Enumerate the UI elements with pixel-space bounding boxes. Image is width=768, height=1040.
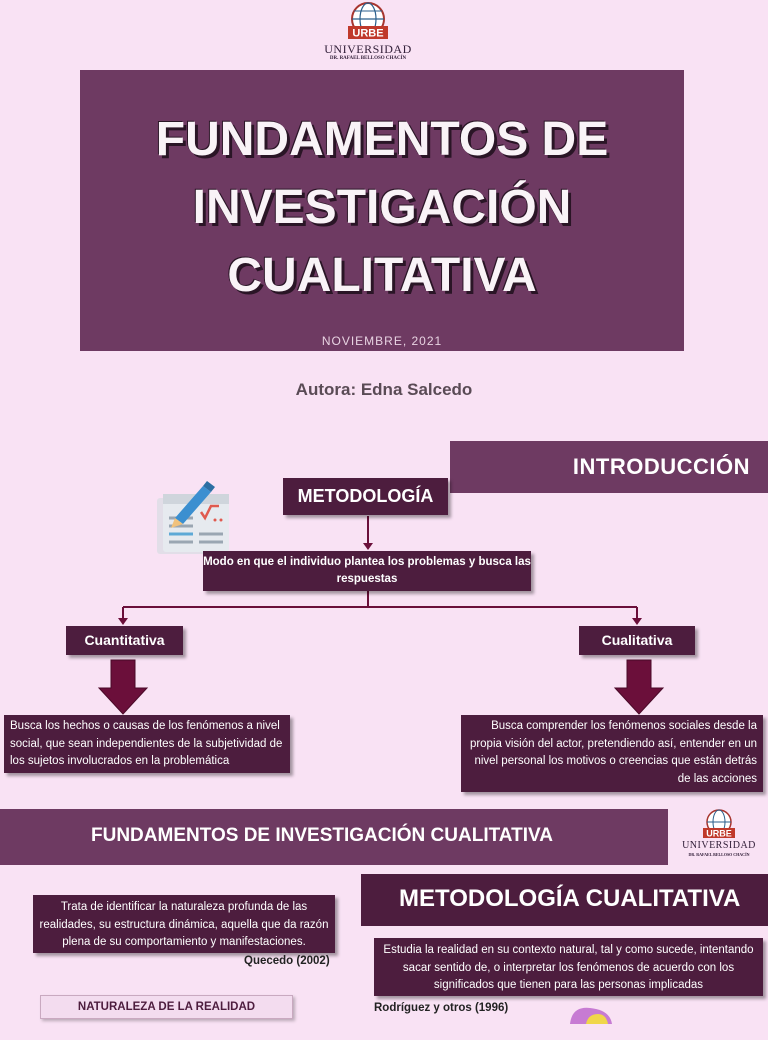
university-logo-small — [678, 808, 760, 860]
decorative-shape — [540, 1000, 630, 1040]
down-arrow-icon — [615, 660, 663, 714]
title-line-1: FUNDAMENTOS DE — [155, 113, 609, 166]
estudia-source: Rodríguez y otros (1996) — [374, 1002, 509, 1014]
down-arrow-icon — [99, 660, 147, 714]
metodologia-cualitativa-heading: METODOLOGÍA CUALITATIVA — [399, 885, 741, 912]
title-date: NOVIEMBRE, 2021 — [321, 334, 443, 348]
naturaleza-label: NATURALEZA DE LA REALIDAD — [40, 995, 293, 1019]
globe-icon — [678, 808, 760, 840]
logo-wordmark: URBE — [352, 27, 384, 40]
fundamentos-heading: FUNDAMENTOS DE INVESTIGACIÓN CUALITATIVA — [91, 825, 553, 846]
metodologia-cualitativa-banner — [361, 874, 768, 926]
cuantitativa-label: Cuantitativa — [66, 626, 183, 655]
metodologia-definition: Modo en que el individuo plantea los problemas y busca las respuestas — [203, 551, 531, 591]
trata-source: Quecedo (2002) — [244, 955, 330, 967]
logo-subtitle: DR. RAFAEL BELLOSO CHACÍN — [329, 56, 407, 61]
author-line: Autora: Edna Salcedo — [295, 380, 473, 399]
estudia-box: Estudia la realidad en su contexto natural, tal y como sucede, intentando sacar sentido de, o interpretar los fenómenos de acuerdo con los significados que tienen para las personas implicadas — [374, 938, 763, 996]
logo-name: UNIVERSIDAD — [682, 840, 756, 851]
cualitativa-description: Busca comprender los fenómenos sociales desde la propia visión del actor, pretendiendo así, entender en un nivel personal los motivos o creencias que están detrás de las acciones — [461, 715, 763, 792]
introduccion-heading: INTRODUCCIÓN — [572, 454, 750, 479]
cualitativa-label: Cualitativa — [579, 626, 695, 655]
logo-name: UNIVERSIDAD — [324, 42, 412, 56]
metodologia-label: METODOLOGÍA — [283, 478, 448, 515]
title-line-2: INVESTIGACIÓN — [192, 181, 572, 234]
fundamentos-banner — [0, 809, 668, 865]
logo-subtitle: DR. RAFAEL BELLOSO CHACÍN — [688, 852, 750, 857]
logo-wordmark: URBE — [706, 828, 732, 839]
cuantitativa-description: Busca los hechos o causas de los fenómenos a nivel social, que sean independientes de la subjetividad de los sujetos involucrados en la problemática — [4, 715, 290, 773]
trata-box: Trata de identificar la naturaleza profunda de las realidades, su estructura dinámica, aquella que da razón plena de su comportamiento y manifestaciones. — [33, 895, 335, 953]
title-line-3: CUALITATIVA — [227, 249, 537, 302]
